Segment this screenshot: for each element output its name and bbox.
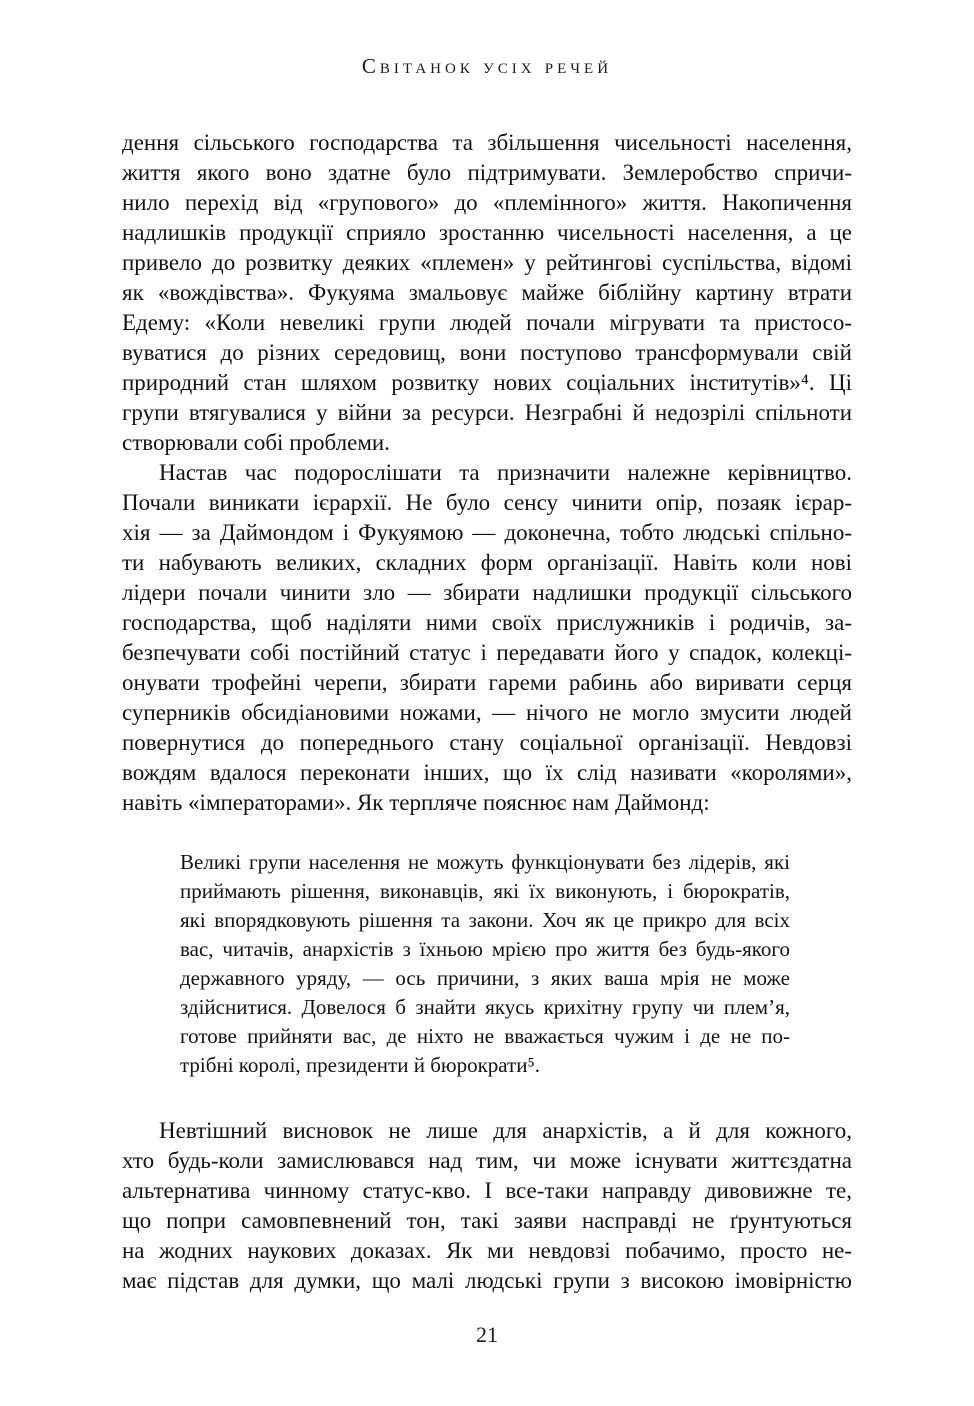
text-line: Настав час подорослішати та призначити належне керівництво. <box>159 460 852 485</box>
text-line: як «вождівства». Фукуяма змальовує майже біблійну картину втрати <box>122 280 852 305</box>
text-line: навіть «імператорами». Як терпляче пояснює нам Даймонд: <box>122 790 710 815</box>
block-quote <box>180 848 790 1080</box>
quote-line: які впорядковують рішення та закони. Хоч як це прикро для всіх <box>180 908 790 932</box>
text-line: привело до розвитку деяких «племен» у рейтингові суспільства, відомі <box>122 250 852 275</box>
text-line: вуватися до різних середовищ, вони поступово трансформували свій <box>122 340 852 365</box>
text-line: Невтішний висновок не лише для анархістів, а й для кожного, <box>159 1118 852 1143</box>
text-line: Едему: «Коли невеликі групи людей почали мігрувати та пристосо- <box>122 310 852 335</box>
text-line: нило перехід від «групового» до «племінного» життя. Накопичення <box>122 190 852 215</box>
text-line: суперників обсидіановими ножами, — нічого не могло змусити людей <box>122 700 852 725</box>
text-line: створювали собі проблеми. <box>122 430 390 455</box>
text-line: безпечувати собі постійний статус і передавати його у спадок, колекці- <box>122 640 852 665</box>
paragraph-1 <box>122 128 852 458</box>
text-line: надлишків продукції сприяло зростанню чисельності населення, а це <box>122 220 852 245</box>
text-line: життя якого воно здатне було підтримувати. Землеробство спричи- <box>122 160 852 185</box>
paragraph-3 <box>122 1116 852 1296</box>
text-line: Почали виникати ієрархії. Не було сенсу чинити опір, позаяк ієрар- <box>122 490 852 515</box>
text-line: господарства, щоб наділяти ними своїх прислужників і родичів, за- <box>122 610 852 635</box>
text-line: альтернатива чинному статус-кво. І все-таки направду дивовижне те, <box>122 1178 852 1203</box>
quote-line: Великі групи населення не можуть функціонувати без лідерів, які <box>180 850 790 874</box>
quote-line: здійснитися. Довелося б знайти якусь крихітну групу чи плем’я, <box>180 995 790 1019</box>
running-header: Світанок усіх речей <box>361 54 613 78</box>
text-line: на жодних наукових доказах. Як ми невдовзі побачимо, просто не- <box>122 1238 852 1263</box>
text-line: хто будь-коли замислювався над тим, чи може існувати життєздатна <box>122 1148 852 1173</box>
text-line: природний стан шляхом розвитку нових соціальних інститутів»⁴. Ці <box>122 370 852 395</box>
text-line: повернутися до попереднього стану соціальної організації. Невдовзі <box>122 730 852 755</box>
text-line: має підстав для думки, що малі людські групи з високою імовірністю <box>122 1268 852 1293</box>
text-line: групи втягувалися у війни за ресурси. Незграбні й недозрілі спільноти <box>122 400 852 425</box>
quote-line: державного уряду, — ось причини, з яких ваша мрія не може <box>180 966 790 990</box>
quote-line: вас, читачів, анархістів з їхньою мрією про життя без будь-якого <box>180 937 790 961</box>
text-line: дення сільського господарства та збільшення чисельності населення, <box>122 130 852 155</box>
paragraph-2 <box>122 458 852 818</box>
text-line: хія — за Даймондом і Фукуямою — доконечна, тобто людські спільно- <box>122 520 852 545</box>
quote-line: приймають рішення, виконавців, які їх виконують, і бюрократів, <box>180 879 790 903</box>
quote-line: трібні королі, президенти й бюрократи⁵. <box>180 1053 541 1077</box>
quote-line: готове прийняти вас, де ніхто не вважається чужим і де не по- <box>180 1024 790 1048</box>
text-line: лідери почали чинити зло — збирати надлишки продукції сільського <box>122 580 852 605</box>
page-number: 21 <box>476 1322 498 1347</box>
text-line: вождям вдалося переконати інших, що їх слід називати «королями», <box>122 760 852 785</box>
page-body <box>122 128 852 1296</box>
text-line: що попри самовпевнений тон, такі заяви насправді не ґрунтуються <box>122 1208 852 1233</box>
text-line: онувати трофейні черепи, збирати гареми рабинь або виривати серця <box>122 670 852 695</box>
text-line: ти набувають великих, складних форм організації. Навіть коли нові <box>122 550 852 575</box>
